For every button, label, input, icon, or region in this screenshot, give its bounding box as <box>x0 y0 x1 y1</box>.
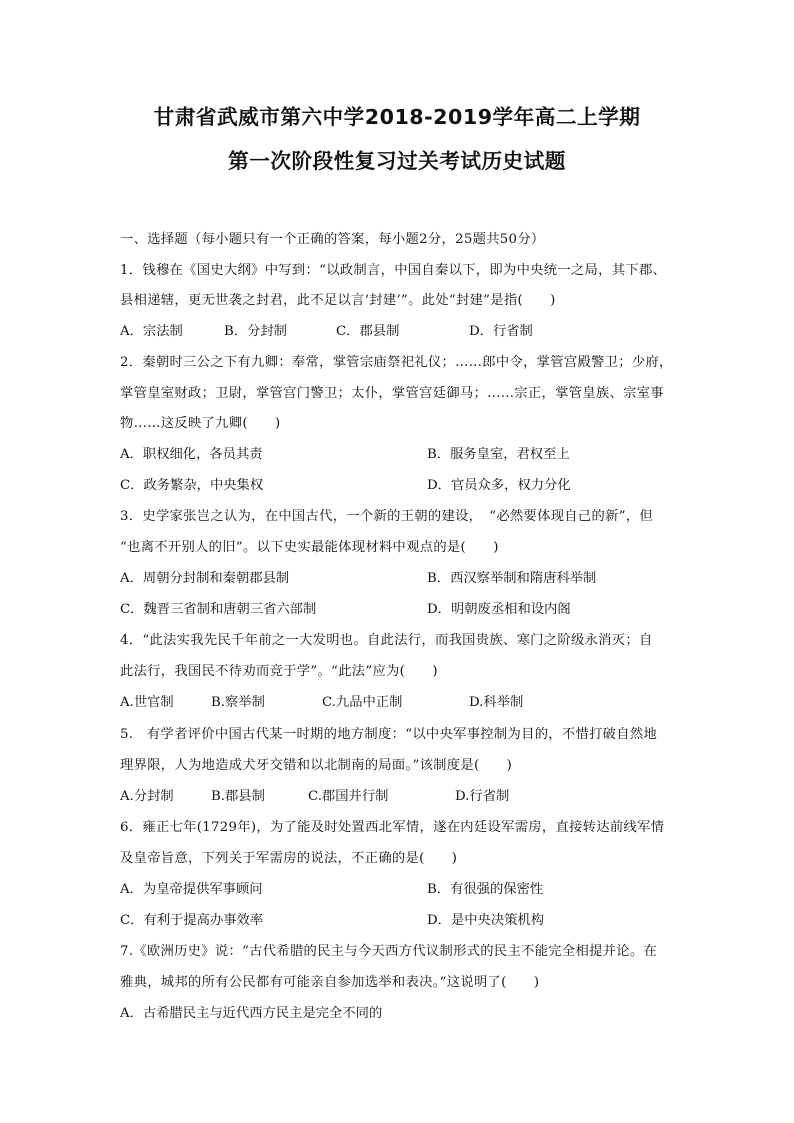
question-5-option-a: A.分封制 <box>120 789 174 804</box>
question-7-stem-line-2: 雅典，城邦的所有公民都有可能亲自参加选举和表决。”这说明了( ) <box>120 975 540 990</box>
question-3-stem-line-2: “也离不开别人的旧”。以下史实最能体现材料中观点的是( ) <box>120 540 499 555</box>
question-2-stem-line-1: 2．秦朝时三公之下有九卿：奉常，掌管宗庙祭祀礼仪；……郎中令，掌管宫殿警卫；少府， <box>120 355 673 370</box>
question-2-option-b: B．服务皇室，君权至上 <box>427 447 570 462</box>
section-heading: 一、选择题（每小题只有一个正确的答案，每小题2分，25题共50分） <box>120 232 545 247</box>
exam-title-line-2: 第一次阶段性复习过关考试历史试题 <box>228 149 566 173</box>
question-6-option-d: D．是中央决策机构 <box>427 913 545 928</box>
question-6-option-c: C．有利于提高办事效率 <box>120 913 264 928</box>
question-3-option-a: A．周朝分封制和秦朝郡县制 <box>120 571 290 586</box>
question-5-stem-line-1: 5. 有学者评价中国古代某一时期的地方制度：“以中央军事控制为目的，不惜打破自然地 <box>120 727 658 742</box>
question-4-option-c: C.九品中正制 <box>322 695 403 710</box>
question-6-option-a: A．为皇帝提供军事顾问 <box>120 882 263 897</box>
question-4-option-b: B.察举制 <box>211 695 265 710</box>
question-5-option-d: D.行省制 <box>455 789 510 804</box>
question-6-option-b: B．有很强的保密性 <box>427 882 544 897</box>
question-1-option-b: B．分封制 <box>224 324 287 339</box>
question-7-option-a: A．古希腊民主与近代西方民主是完全不同的 <box>120 1006 383 1021</box>
question-3-option-c: C．魏晋三省制和唐朝三省六部制 <box>120 602 317 617</box>
question-2-stem-line-3: 物……这反映了九卿( ) <box>120 416 281 431</box>
question-4-stem-line-1: 4．“此法实我先民千年前之一大发明也。自此法行，而我国贵族、寒门之阶级永消灭；自 <box>120 633 653 648</box>
question-5-option-b: B.郡县制 <box>211 789 265 804</box>
question-1-stem-line-2: 县相递辖，更无世袭之封君，此不足以言‘封建’”。此处“封建”是指( ) <box>120 293 556 308</box>
question-6-stem-line-2: 及皇帝旨意，下列关于军需房的说法，不正确的是( ) <box>120 851 458 866</box>
question-1-option-c: C．郡县制 <box>336 324 400 339</box>
question-6-stem-line-1: 6．雍正七年(1729年)，为了能及时处置西北军情，遂在内廷设军需房，直接转达前线军情 <box>120 820 665 835</box>
question-5-stem-line-2: 理界限，人为地造成犬牙交错和以北制南的局面。”该制度是( ) <box>120 758 513 773</box>
question-1-option-a: A．宗法制 <box>120 324 183 339</box>
question-4-stem-line-2: 此法行，我国民不待劝而竞于学”。“此法”应为( ) <box>120 664 438 679</box>
question-2-option-d: D．官员众多，权力分化 <box>427 478 571 493</box>
question-4-option-d: D.科举制 <box>469 695 524 710</box>
question-2-stem-line-2: 掌管皇室财政；卫尉，掌管宫门警卫；太仆，掌管宫廷御马；……宗正，掌管皇族、宗室事 <box>120 386 664 401</box>
question-3-option-d: D．明朝废丞相和设内阁 <box>427 602 571 617</box>
question-4-option-a: A.世官制 <box>120 695 174 710</box>
question-3-stem-line-1: 3．史学家张岂之认为，在中国古代，一个新的王朝的建设， “必然要体现自己的新”，但 <box>120 509 653 524</box>
question-5-option-c: C.郡国并行制 <box>308 789 389 804</box>
question-3-option-b: B．西汉察举制和隋唐科举制 <box>427 571 597 586</box>
question-2-option-a: A．职权细化，各员其责 <box>120 447 263 462</box>
question-7-stem-line-1: 7.《欧洲历史》说：“古代希腊的民主与今天西方代议制形式的民主不能完全相提并论。在 <box>120 944 658 959</box>
question-1-stem-line-1: 1．钱穆在《国史大纲》中写到：“以政制言，中国自秦以下，即为中央统一之局，其下郡、 <box>120 263 667 278</box>
question-1-option-d: D．行省制 <box>469 324 533 339</box>
exam-title-line-1: 甘肃省武威市第六中学2018-2019学年高二上学期 <box>153 105 641 129</box>
question-2-option-c: C．政务繁杂，中央集权 <box>120 478 264 493</box>
